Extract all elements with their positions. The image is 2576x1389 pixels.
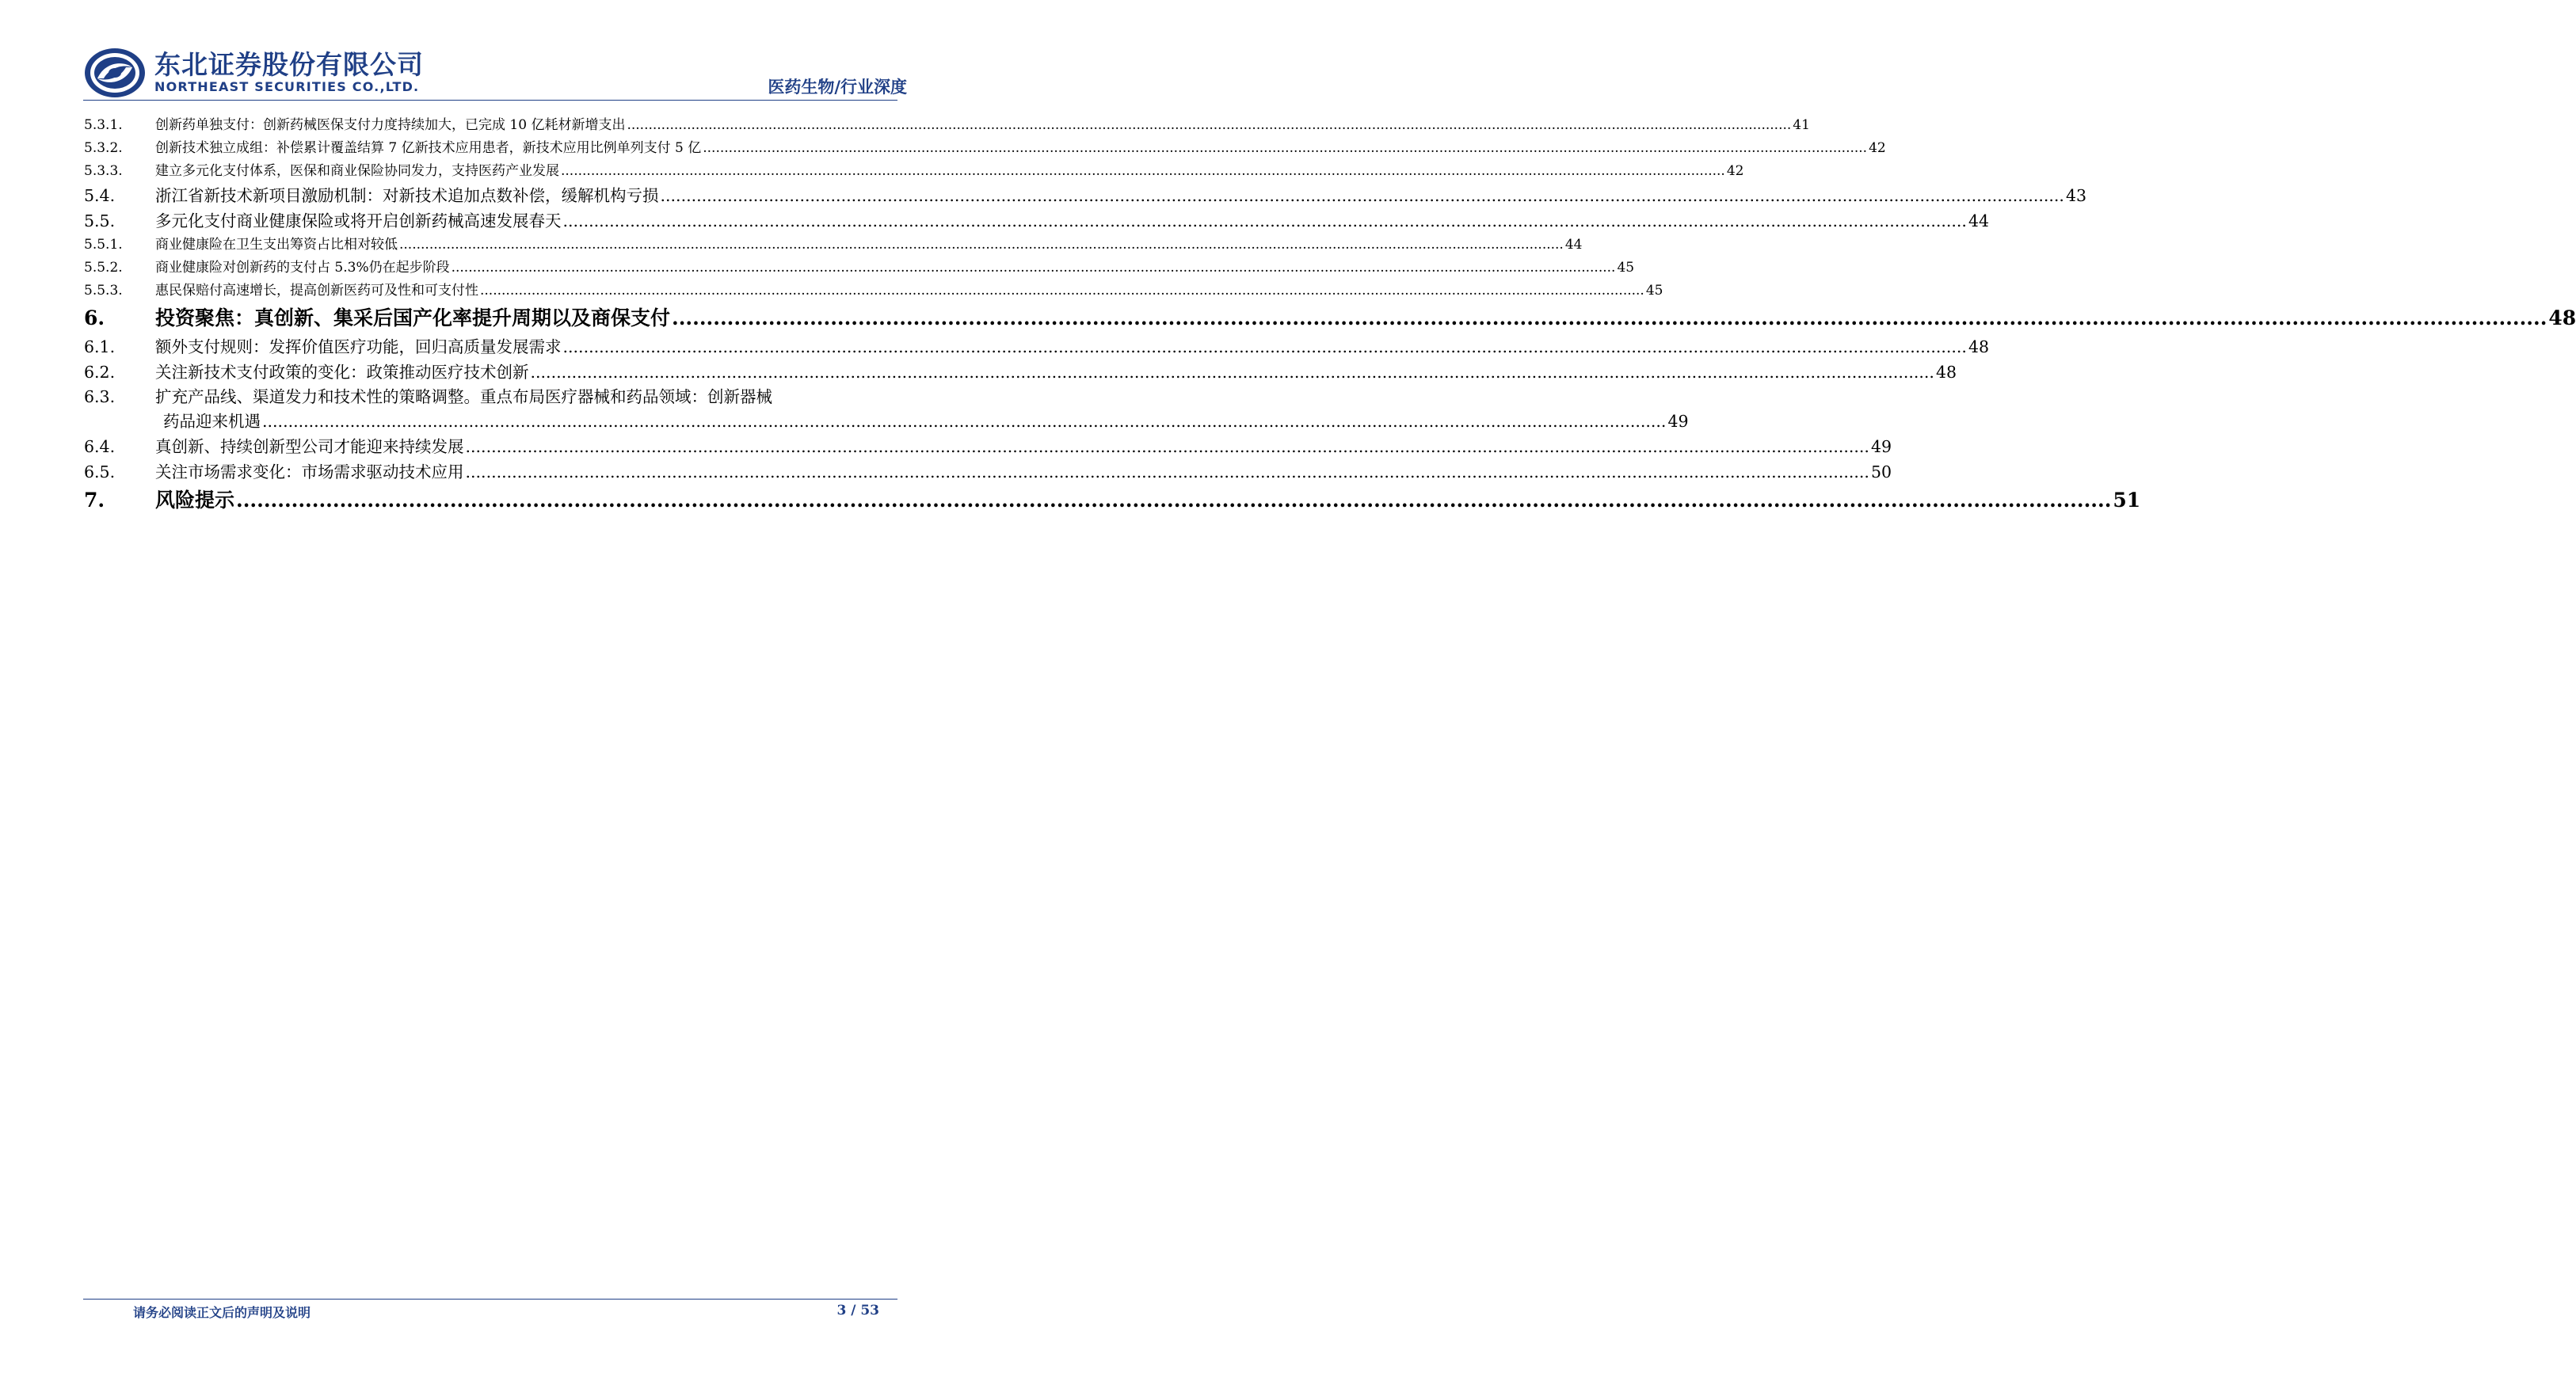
toc-entry[interactable] (84, 334, 1990, 360)
toc-entry[interactable] (84, 434, 1892, 459)
toc-page: 41 (1793, 117, 1810, 133)
toc-number: 7. (84, 489, 105, 512)
toc-label: 创新技术独立成组：补偿累计覆盖结算 7 亿新技术应用患者，新技术应用比例单列支付 5 亿 (155, 140, 702, 156)
header-divider (83, 100, 897, 101)
toc-entry[interactable] (84, 280, 1663, 303)
toc-entry[interactable] (84, 385, 1689, 434)
table-of-contents (84, 114, 2576, 516)
toc-entry[interactable] (84, 160, 1744, 183)
toc-leader (563, 208, 1967, 234)
toc-entry[interactable] (84, 360, 1957, 385)
toc-number: 5.5.3. (84, 283, 123, 299)
toc-page: 51 (2113, 489, 2141, 512)
toc-page: 43 (2065, 186, 2087, 205)
toc-page: 49 (1870, 437, 1892, 456)
toc-label: 浙江省新技术新项目激励机制：对新技术追加点数补偿，缓解机构亏损 (155, 186, 659, 205)
toc-entry[interactable] (84, 137, 1886, 160)
toc-page: 50 (1870, 462, 1892, 481)
company-name-cn: 东北证券股份有限公司 (154, 49, 424, 80)
section-tag: 医药生物/行业深度 (768, 78, 907, 97)
toc-label: 额外支付规则：发挥价值医疗功能，回归高质量发展需求 (155, 337, 562, 356)
toc-label: 风险提示 (155, 489, 235, 512)
toc-entry[interactable] (84, 208, 1990, 234)
toc-number: 5.5.2. (84, 260, 123, 276)
toc-page: 44 (1564, 237, 1583, 253)
toc-leader (466, 459, 1869, 485)
toc-number: 5.5. (84, 211, 116, 230)
toc-page: 49 (1667, 412, 1689, 431)
toc-label: 惠民保赔付高速增长，提高创新医药可及性和可支付性 (155, 283, 478, 299)
toc-number: 5.4. (84, 186, 116, 205)
toc-number: 5.3.3. (84, 163, 123, 179)
toc-leader (563, 334, 1967, 360)
toc-label-continued: 药品迎来机遇 (163, 412, 261, 431)
toc-entry[interactable] (84, 459, 1892, 485)
toc-leader (627, 114, 1791, 137)
toc-leader (236, 485, 2111, 516)
toc-page: 48 (1968, 337, 1990, 356)
toc-label: 多元化支付商业健康保险或将开启创新药械高速发展春天 (155, 211, 562, 230)
toc-label: 建立多元化支付体系，医保和商业保险协同发力，支持医药产业发展 (155, 163, 559, 179)
page-indicator: 3 / 53 (836, 1303, 879, 1319)
toc-leader (672, 303, 2547, 334)
toc-entry[interactable] (84, 257, 1635, 280)
toc-leader (661, 183, 2064, 208)
toc-label: 关注新技术支付政策的变化：政策推动医疗技术创新 (155, 363, 529, 382)
toc-number: 5.3.1. (84, 117, 123, 133)
toc-entry[interactable] (84, 303, 2576, 334)
footer-disclaimer: 请务必阅读正文后的声明及说明 (133, 1305, 311, 1320)
footer-divider (83, 1299, 897, 1300)
toc-leader (703, 137, 1867, 160)
page-header (83, 40, 907, 103)
toc-page: 45 (1645, 283, 1663, 299)
toc-label: 创新药单独支付：创新药械医保支付力度持续加大，已完成 10 亿耗材新增支出 (155, 117, 626, 133)
toc-label: 商业健康险在卫生支出筹资占比相对较低 (155, 237, 398, 253)
toc-number: 6. (84, 306, 105, 329)
toc-entry[interactable] (84, 234, 1583, 257)
toc-leader (262, 409, 1666, 434)
toc-entry[interactable] (84, 183, 2087, 208)
toc-number: 6.1. (84, 337, 116, 356)
toc-label: 扩充产品线、渠道发力和技术性的策略调整。重点布局医疗器械和药品领域：创新器械 (155, 387, 772, 406)
toc-number: 6.3. (84, 387, 116, 406)
toc-leader (480, 280, 1644, 303)
toc-page: 42 (1726, 163, 1744, 179)
toc-number: 5.3.2. (84, 140, 123, 156)
toc-page: 45 (1617, 260, 1635, 276)
toc-number: 6.5. (84, 462, 116, 481)
toc-label: 投资聚焦：真创新、集采后国产化率提升周期以及商保支付 (155, 306, 671, 329)
toc-label: 关注市场需求变化：市场需求驱动技术应用 (155, 462, 464, 481)
toc-leader (399, 234, 1564, 257)
toc-leader (531, 360, 1934, 385)
toc-page: 42 (1869, 140, 1886, 156)
toc-page: 48 (1935, 363, 1957, 382)
toc-entry[interactable] (84, 114, 1810, 137)
toc-number: 6.2. (84, 363, 116, 382)
toc-label: 真创新、持续创新型公司才能迎来持续发展 (155, 437, 464, 456)
toc-page: 48 (2548, 306, 2576, 329)
company-logo-icon (83, 47, 147, 99)
toc-page: 44 (1968, 211, 1990, 230)
company-name-en: NORTHEAST SECURITIES CO.,LTD. (154, 79, 420, 94)
toc-label: 商业健康险对创新药的支付占 5.3%仍在起步阶段 (155, 260, 450, 276)
toc-number: 6.4. (84, 437, 116, 456)
toc-leader (466, 434, 1869, 459)
toc-leader (561, 160, 1725, 183)
toc-entry[interactable] (84, 485, 2141, 516)
toc-number: 5.5.1. (84, 237, 123, 253)
toc-leader (452, 257, 1616, 280)
